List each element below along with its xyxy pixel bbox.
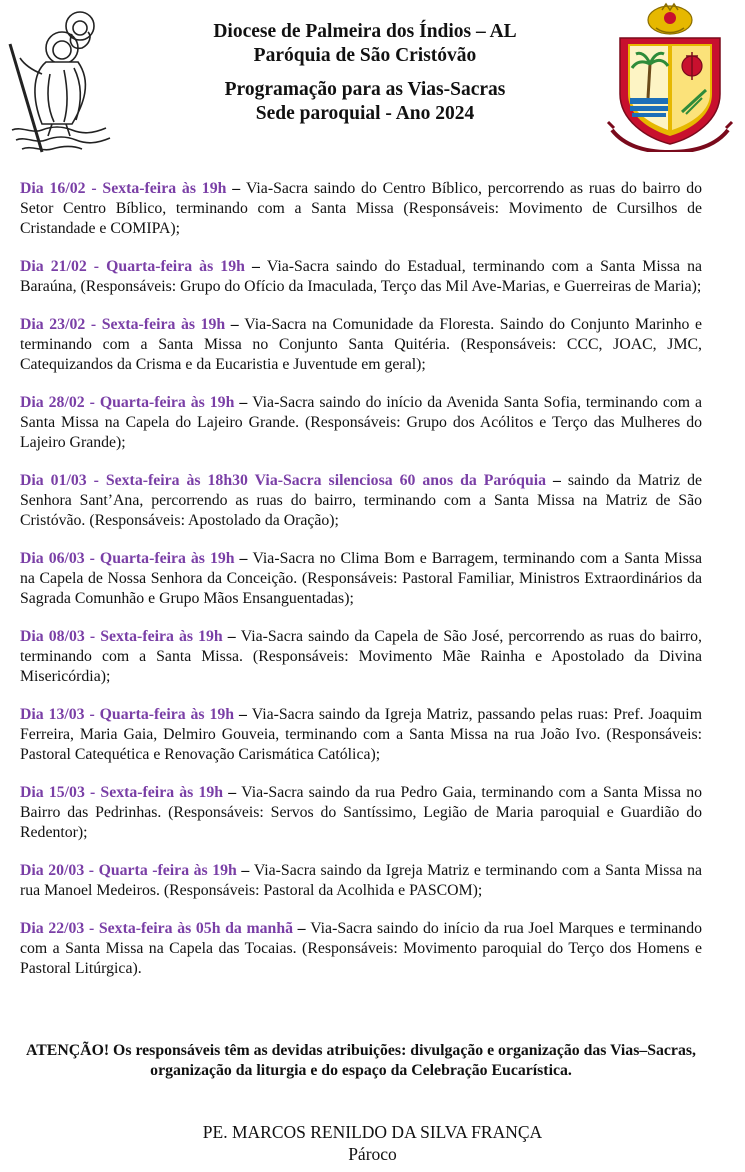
event-description: Via-Sacra saindo do Estadual, terminando com a Santa Missa na Baraúna, (Responsáveis: Grupo do Ofício da Imaculada, Terço das Mil Ave-Marias, e Guerreiras de Maria); bbox=[20, 258, 702, 295]
event-date: Dia 08/03 - Sexta-feira às 19h bbox=[20, 628, 223, 645]
event-item bbox=[20, 471, 702, 531]
event-date: Dia 16/02 - Sexta-feira às 19h bbox=[20, 180, 227, 197]
event-item bbox=[20, 919, 702, 979]
event-item bbox=[20, 315, 702, 375]
event-description: Via-Sacra saindo da rua Pedro Gaia, terminando com a Santa Missa no Bairro das Pedrinhas. (Responsáveis: Servos do Santíssimo, Legião de Maria paroquial e Guardião do Redentor); bbox=[20, 784, 703, 841]
event-description: saindo da Matriz de Senhora Sant’Ana, percorrendo as ruas do bairro, terminando com a Santa Missa na Matriz de São Cristóvão. (Responsáveis: Apostolado da Oração); bbox=[20, 472, 702, 529]
parish-title: Paróquia de São Cristóvão bbox=[253, 45, 477, 66]
event-date: Dia 15/03 - Sexta-feira às 19h bbox=[20, 784, 224, 801]
event-dash: – bbox=[546, 472, 568, 489]
event-date: Dia 28/02 - Quarta-feira às 19h bbox=[20, 394, 235, 411]
event-description: Via-Sacra saindo do Centro Bíblico, percorrendo as ruas do bairro do Setor Centro Bíblico, terminando com a Santa Missa (Responsáveis: Movimento de Cursilhos de Cristandade e COMIPA); bbox=[20, 180, 703, 237]
event-item bbox=[20, 179, 702, 239]
event-item bbox=[20, 783, 702, 843]
event-dash: – bbox=[223, 784, 242, 801]
event-date: Dia 01/03 - Sexta-feira às 18h30 Via-Sacra silenciosa 60 anos da Paróquia bbox=[20, 472, 547, 489]
event-dash: – bbox=[244, 258, 267, 275]
event-date: Dia 20/03 - Quarta -feira às 19h bbox=[20, 862, 237, 879]
event-description: Via-Sacra saindo da Igreja Matriz e terminando com a Santa Missa na rua Manoel Medeiros. (Responsáveis: Pastoral da Acolhida e PASCOM); bbox=[20, 862, 702, 899]
event-dash: – bbox=[222, 628, 241, 645]
event-dash: – bbox=[293, 920, 311, 937]
event-date: Dia 23/02 - Sexta-feira às 19h bbox=[20, 316, 226, 333]
event-dash: – bbox=[234, 550, 253, 567]
priest-role: Pároco bbox=[348, 1144, 397, 1164]
event-description: Via-Sacra saindo do início da Avenida Santa Sofia, terminando com a Santa Missa na Capela do Lajeiro Grande. (Responsáveis: Grupo dos Acólitos e Terço das Mulheres do Lajeiro Grande); bbox=[20, 394, 702, 451]
header-titles bbox=[130, 20, 600, 126]
event-item bbox=[20, 549, 702, 609]
event-description: Via-Sacra na Comunidade da Floresta. Saindo do Conjunto Marinho e terminando com a Santa Missa no Conjunto Santa Quitéria. (Responsáveis: CCC, JOAC, JMC, Catequizandos da Crisma e da Eucaristia e Juventude em geral); bbox=[20, 316, 703, 373]
attention-notice: ATENÇÃO! Os responsáveis têm as devidas atribuições: divulgação e organização das Vias–Sacras, organização da liturgia e do espaço da Celebração Eucarística. bbox=[26, 1042, 696, 1079]
event-description: Via-Sacra saindo da Igreja Matriz, passando pelas ruas: Pref. Joaquim Ferreira, Maria Gaia, Delmiro Gouveia, terminando com a Santa Missa na rua João Ivo. (Responsáveis: Pastoral Catequética e Renovação Carismática Católica); bbox=[20, 706, 702, 763]
event-description: Via-Sacra saindo do início da rua Joel Marques e terminando com a Santa Missa na Capela das Tocaias. (Responsáveis: Movimento paroquial do Terço dos Homens e Pastoral Litúrgica). bbox=[20, 920, 703, 977]
event-dash: – bbox=[236, 862, 254, 879]
event-item bbox=[20, 627, 702, 687]
event-description: Via-Sacra saindo da Capela de São José, percorrendo as ruas do bairro, terminando com a Santa Missa. (Responsáveis: Movimento Mãe Rainha e Apostolado da Divina Misericórdia); bbox=[20, 628, 702, 685]
priest-name: PE. MARCOS RENILDO DA SILVA FRANÇA bbox=[202, 1122, 543, 1142]
event-date: Dia 06/03 - Quarta-feira às 19h bbox=[20, 550, 235, 567]
event-list bbox=[20, 179, 702, 997]
program-title: Programação para as Vias-Sacras bbox=[224, 79, 506, 100]
document-header bbox=[0, 0, 745, 160]
signature-block bbox=[0, 1121, 745, 1165]
event-dash: – bbox=[225, 316, 245, 333]
event-date: Dia 21/02 - Quarta-feira às 19h bbox=[20, 258, 245, 275]
event-description: Via-Sacra no Clima Bom e Barragem, terminando com a Santa Missa na Capela de Nossa Senhora da Conceição. (Responsáveis: Pastoral Familiar, Ministros Extraordinários da Sagrada Comunhão e Grupo Mãos Ensanguentadas); bbox=[20, 550, 702, 607]
diocese-title: Diocese de Palmeira dos Índios – AL bbox=[213, 21, 517, 42]
saint-christopher-icon bbox=[2, 4, 120, 154]
parish-coat-of-arms-icon bbox=[606, 2, 734, 152]
event-dash: – bbox=[226, 180, 246, 197]
event-date: Dia 13/03 - Quarta-feira às 19h bbox=[20, 706, 235, 723]
event-date: Dia 22/03 - Sexta-feira às 05h da manhã bbox=[20, 920, 293, 937]
year-subtitle: Sede paroquial - Ano 2024 bbox=[255, 103, 475, 124]
event-item bbox=[20, 257, 702, 297]
event-item bbox=[20, 861, 702, 901]
event-item bbox=[20, 705, 702, 765]
event-dash: – bbox=[234, 706, 252, 723]
event-dash: – bbox=[234, 394, 253, 411]
event-item bbox=[20, 393, 702, 453]
